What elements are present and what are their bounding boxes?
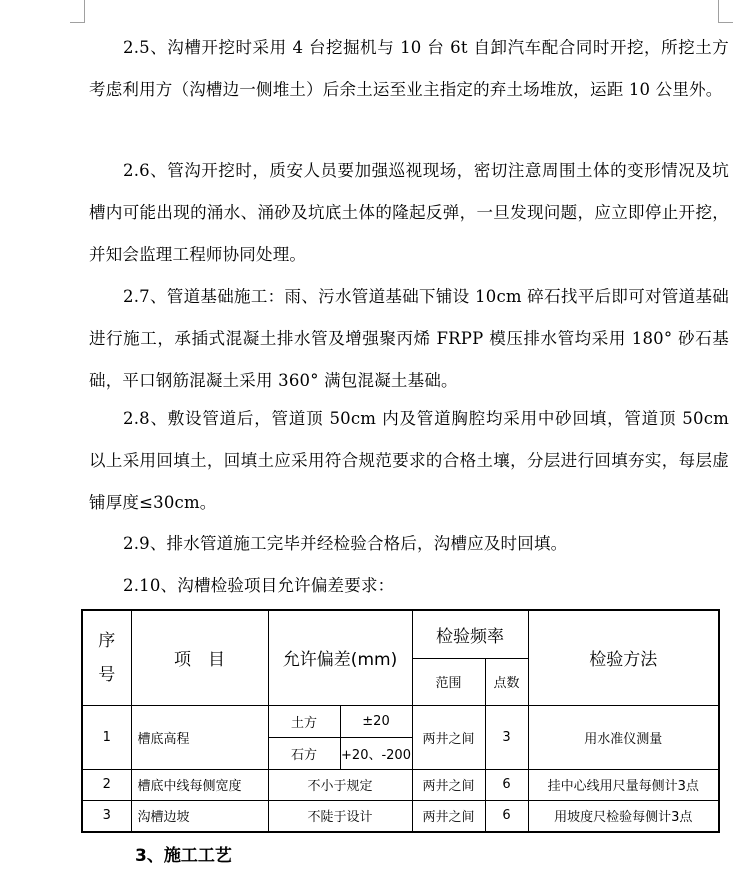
row2-no: 2	[82, 769, 131, 800]
inspection-tolerance-table	[81, 609, 720, 833]
header-frequency: 检验频率	[412, 610, 528, 658]
header-method: 检验方法	[528, 610, 719, 705]
row3-item: 沟槽边坡	[131, 800, 268, 832]
section-3-heading: 3、施工工艺	[135, 846, 232, 866]
row1-item: 槽底高程	[131, 705, 268, 769]
row1-sub1-label: 土方	[268, 705, 340, 737]
row1-no: 1	[82, 705, 131, 769]
row2-method: 挂中心线用尺量每侧计3点	[528, 769, 719, 800]
table-header-row	[82, 610, 719, 658]
row3-range: 两井之间	[412, 800, 485, 832]
table-row	[82, 800, 719, 832]
row1-sub2-value: +20、-200	[340, 737, 412, 769]
paragraph-2-10: 2.10、沟槽检验项目允许偏差要求：	[123, 576, 395, 595]
row3-no: 3	[82, 800, 131, 832]
header-range: 范围	[412, 658, 485, 705]
row2-points: 6	[485, 769, 528, 800]
row2-item: 槽底中线每侧宽度	[131, 769, 268, 800]
header-item: 项 目	[131, 610, 268, 705]
row3-tolerance: 不陡于设计	[268, 800, 412, 832]
table-row	[82, 705, 719, 737]
row2-tolerance: 不小于规定	[268, 769, 412, 800]
row1-sub1-value: ±20	[340, 705, 412, 737]
paragraph-2-7: 2.7、管道基础施工：雨、污水管道基础下铺设 10cm 碎石找平后即可对管道基础进行施工，承插式混凝土排水管及增强聚丙烯 FRPP 模压排水管均采用 180° 砂石基础，平口钢筋混凝土采用 360° 满包混凝土基础。	[89, 287, 729, 390]
page-corner-mark-left	[70, 0, 85, 23]
table-row	[82, 769, 719, 800]
row3-points: 6	[485, 800, 528, 832]
row1-range: 两井之间	[412, 705, 485, 769]
row2-range: 两井之间	[412, 769, 485, 800]
header-points: 点数	[485, 658, 528, 705]
header-no-top: 序	[98, 630, 116, 651]
paragraph-2-5: 2.5、沟槽开挖时采用 4 台挖掘机与 10 台 6t 自卸汽车配合同时开挖，所挖土方考虑利用方（沟槽边一侧堆土）后余土运至业主指定的弃土场堆放，运距 10 公里外。	[89, 38, 729, 99]
paragraph-2-8: 2.8、敷设管道后，管道顶 50cm 内及管道胸腔均采用中砂回填，管道顶 50cm 以上采用回填土，回填土应采用符合规范要求的合格土壤，分层进行回填夯实，每层虚铺厚度≤30cm。	[89, 409, 729, 512]
row1-sub2-label: 石方	[268, 737, 340, 769]
row3-method: 用坡度尺检验每侧计3点	[528, 800, 719, 832]
page-corner-mark-right	[718, 0, 733, 23]
paragraph-2-6: 2.6、管沟开挖时，质安人员要加强巡视现场，密切注意周围土体的变形情况及坑槽内可能出现的涌水、涌砂及坑底土体的隆起反弹，一旦发现问题，应立即停止开挖，并知会监理工程师协同处理。	[89, 161, 729, 264]
header-tolerance: 允许偏差(mm)	[268, 610, 412, 705]
row1-method: 用水准仪测量	[528, 705, 719, 769]
row1-points: 3	[485, 705, 528, 769]
header-no-bottom: 号	[98, 664, 116, 685]
paragraph-2-9: 2.9、排水管道施工完毕并经检验合格后，沟槽应及时回填。	[123, 534, 568, 553]
header-no	[82, 610, 131, 705]
